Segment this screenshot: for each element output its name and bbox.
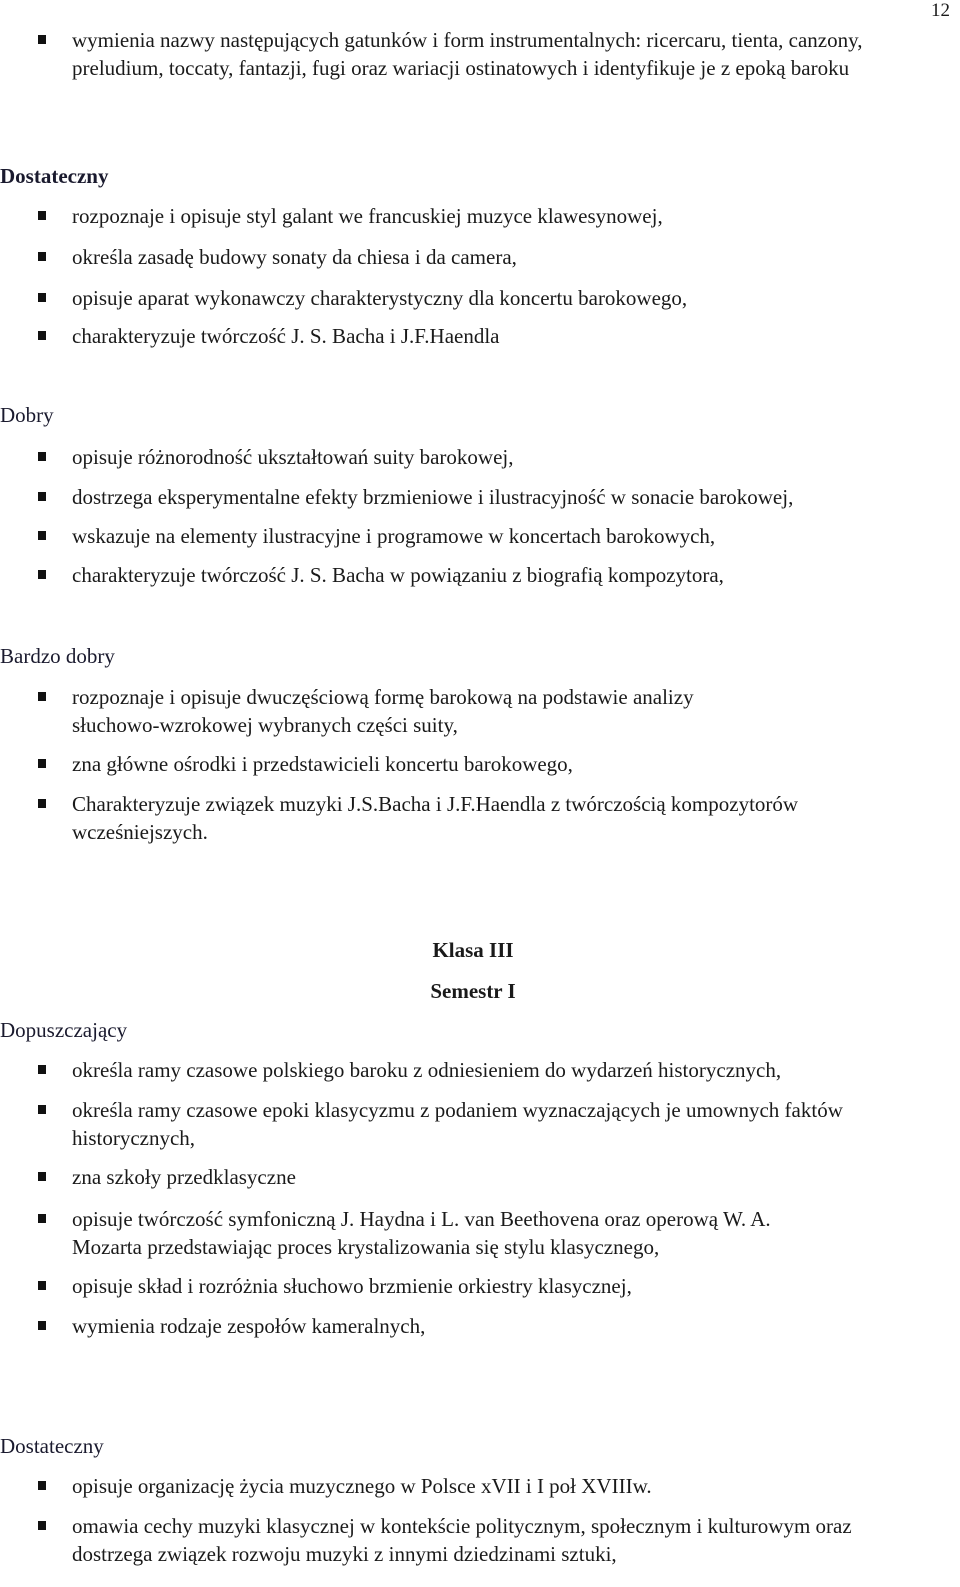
section-heading-dopuszczajacy: Dopuszczający <box>0 1018 128 1042</box>
list-item <box>72 1205 832 1261</box>
list-item-text: wymienia nazwy następujących gatunków i form instrumentalnych: ricercaru, tienta, canzony, preludium, toccaty, fantazji, fugi oraz wariacji ostinatowych i identyfikuje je z epoką baroku <box>72 28 863 80</box>
list-item <box>72 790 922 846</box>
list-item <box>72 1512 932 1568</box>
page-number: 12 <box>931 0 950 21</box>
list-item-text: wskazuje na elementy ilustracyjne i programowe w koncertach barokowych, <box>72 524 716 548</box>
list-item <box>72 1163 932 1191</box>
list-item-text: opisuje różnorodność ukształtowań suity barokowej, <box>72 445 514 469</box>
bullet-icon <box>38 252 46 261</box>
semester-title: Semestr I <box>430 979 516 1003</box>
bullet-icon <box>38 1521 46 1530</box>
list-item <box>72 522 932 550</box>
class-title: Klasa III <box>432 938 514 962</box>
list-item-text: określa ramy czasowe polskiego baroku z odniesieniem do wydarzeń historycznych, <box>72 1058 782 1082</box>
list-item-text: omawia cechy muzyki klasycznej w kontekście politycznym, społecznym i kulturowym oraz dostrzega związek rozwoju muzyki z innymi dziedzinami sztuki, <box>72 1514 852 1566</box>
bullet-icon <box>38 1281 46 1290</box>
list-item <box>72 243 932 271</box>
list-item-text: charakteryzuje twórczość J. S. Bacha w powiązaniu z biografią kompozytora, <box>72 563 724 587</box>
bullet-icon <box>38 331 46 340</box>
list-item-text: wymienia rodzaje zespołów kameralnych, <box>72 1314 426 1338</box>
list-item <box>72 322 932 350</box>
bullet-icon <box>38 1065 46 1074</box>
list-item <box>72 750 932 778</box>
list-item-text: opisuje aparat wykonawczy charakterystyczny dla koncertu barokowego, <box>72 286 688 310</box>
bullet-icon <box>38 1321 46 1330</box>
bullet-icon <box>38 759 46 768</box>
bullet-icon <box>38 35 46 44</box>
list-item <box>72 1096 902 1152</box>
bullet-icon <box>38 531 46 540</box>
list-item <box>72 1472 932 1500</box>
section-heading-bardzo-dobry: Bardzo dobry <box>0 644 115 668</box>
list-item-text: opisuje twórczość symfoniczną J. Haydna i L. van Beethovena oraz operową W. A. Mozarta przedstawiając proces krystalizowania się stylu klasycznego, <box>72 1207 771 1259</box>
list-item-text: określa zasadę budowy sonaty da chiesa i da camera, <box>72 245 517 269</box>
bullet-icon <box>38 692 46 701</box>
list-item <box>72 1272 932 1300</box>
bullet-icon <box>38 799 46 808</box>
list-item <box>72 443 932 471</box>
bullet-icon <box>38 492 46 501</box>
list-item-text: zna główne ośrodki i przedstawicieli koncertu barokowego, <box>72 752 573 776</box>
bullet-icon <box>38 293 46 302</box>
bullet-icon <box>38 1105 46 1114</box>
section-heading-dobry: Dobry <box>0 403 54 427</box>
list-item <box>72 683 722 739</box>
list-item-text: rozpoznaje i opisuje styl galant we francuskiej muzyce klawesynowej, <box>72 204 663 228</box>
bullet-icon <box>38 211 46 220</box>
list-item <box>72 202 932 230</box>
bullet-icon <box>38 1481 46 1490</box>
section-heading-dostateczny: Dostateczny <box>0 164 109 188</box>
list-item-text: opisuje organizację życia muzycznego w Polsce xVII i I poł XVIIIw. <box>72 1474 652 1498</box>
bullet-icon <box>38 1172 46 1181</box>
list-item-text: charakteryzuje twórczość J. S. Bacha i J.F.Haendla <box>72 324 500 348</box>
list-item-text: opisuje skład i rozróżnia słuchowo brzmienie orkiestry klasycznej, <box>72 1274 632 1298</box>
list-item <box>72 561 932 589</box>
list-item-text: rozpoznaje i opisuje dwuczęściową formę barokową na podstawie analizy słuchowo-wzrokowej wybranych części suity, <box>72 685 694 737</box>
list-item-text: Charakteryzuje związek muzyki J.S.Bacha i J.F.Haendla z twórczością kompozytorów wcześniejszych. <box>72 792 799 844</box>
list-item-text: dostrzega eksperymentalne efekty brzmieniowe i ilustracyjność w sonacie barokowej, <box>72 485 794 509</box>
list-item <box>72 26 912 82</box>
list-item <box>72 1056 932 1084</box>
list-item-text: określa ramy czasowe epoki klasycyzmu z podaniem wyznaczających je umownych faktów historycznych, <box>72 1098 843 1150</box>
list-item-text: zna szkoły przedklasyczne <box>72 1165 296 1189</box>
bullet-icon <box>38 570 46 579</box>
section-heading-dostateczny-2: Dostateczny <box>0 1434 104 1458</box>
list-item <box>72 483 932 511</box>
list-item <box>72 1312 932 1340</box>
bullet-icon <box>38 1214 46 1223</box>
list-item <box>72 284 932 312</box>
bullet-icon <box>38 452 46 461</box>
